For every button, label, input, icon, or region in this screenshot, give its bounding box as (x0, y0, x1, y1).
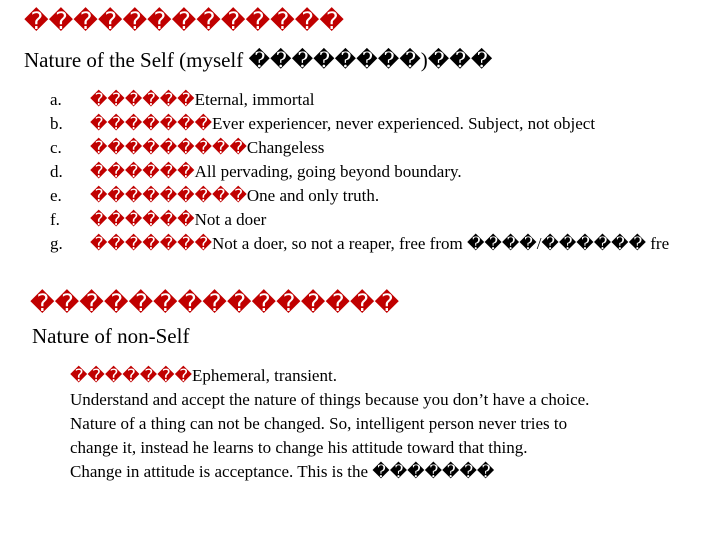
self-points-list (50, 88, 720, 256)
item-description: Eternal, immortal (194, 90, 315, 109)
item-marker: c. (50, 138, 62, 157)
non-self-paragraph (70, 364, 710, 484)
list-item (50, 208, 720, 232)
paragraph-line (70, 388, 710, 412)
item-marker: d. (50, 162, 63, 181)
self-heading: ������������� (24, 7, 344, 35)
item-term: ������ (90, 210, 195, 230)
item-term: ��������� (90, 138, 247, 158)
list-item (50, 184, 720, 208)
item-marker: f. (50, 210, 60, 229)
paragraph-line (70, 364, 710, 388)
line-text: change it, instead he learns to change his attitude toward that thing. (70, 438, 528, 457)
paragraph-line (70, 436, 710, 460)
item-term: ��������� (90, 186, 247, 206)
item-marker: g. (50, 234, 63, 253)
non-self-subheading: Nature of non-Self (32, 324, 190, 348)
list-item (50, 232, 720, 256)
item-marker: b. (50, 114, 63, 133)
list-item (50, 88, 720, 112)
line-text: Ephemeral, transient. (192, 366, 337, 385)
item-description: Changeless (246, 138, 325, 157)
line-term: ������� (70, 366, 193, 386)
list-item (50, 136, 720, 160)
list-item (50, 112, 720, 136)
item-term: ������ (90, 90, 195, 110)
paragraph-line (70, 460, 710, 484)
item-marker: e. (50, 186, 62, 205)
item-term: ������� (90, 114, 213, 134)
item-description: Not a doer (194, 210, 267, 229)
item-marker: a. (50, 90, 62, 109)
non-self-heading: ��������������� (30, 289, 400, 317)
item-term: ������ (90, 162, 195, 182)
item-description: All pervading, going beyond boundary. (194, 162, 462, 181)
line-text: Understand and accept the nature of things because you don’t have a choice. (70, 390, 590, 409)
item-description: One and only truth. (246, 186, 380, 205)
item-term: ������� (90, 234, 213, 254)
self-subheading: Nature of the Self (myself ��������)��� (24, 48, 493, 72)
line-text: Nature of a thing can not be changed. So, intelligent person never tries to (70, 414, 568, 433)
line-text: Change in attitude is acceptance. This is the ������� (70, 462, 495, 481)
paragraph-line (70, 412, 710, 436)
list-item (50, 160, 720, 184)
item-description: Ever experiencer, never experienced. Subject, not object (212, 114, 596, 133)
item-description: Not a doer, so not a reaper, free from ����/������ fre (212, 234, 670, 253)
